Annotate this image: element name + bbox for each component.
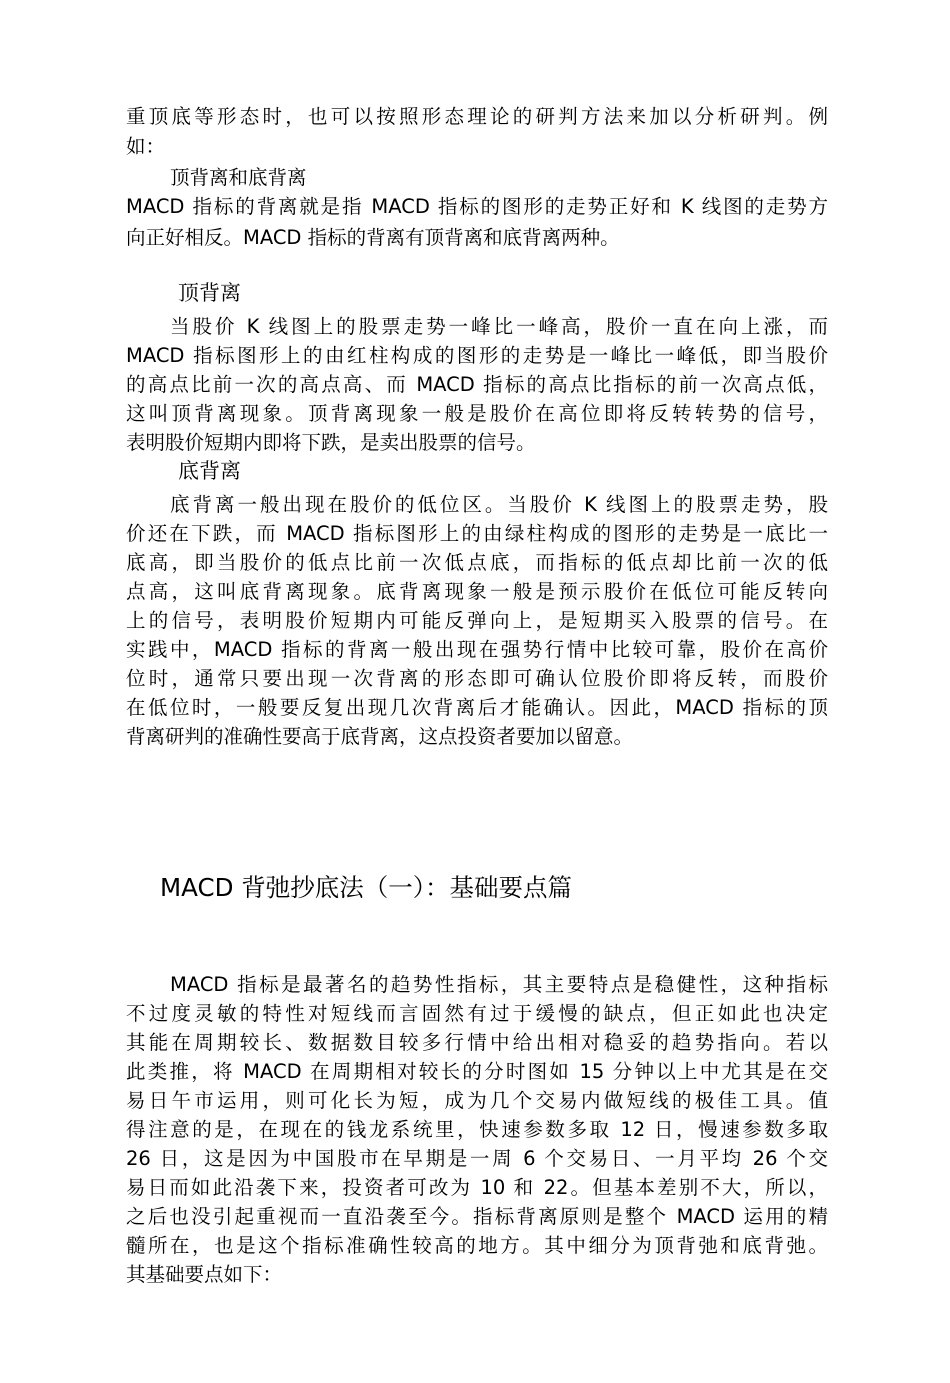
bottom-divergence-line-9: 背离研判的准确性要高于底背离，这点投资者要加以留意。 [126, 725, 634, 748]
bottom-divergence-line-2: 价还在下跌，而 MACD 指标图形上的由绿柱构成的图形的走势是一底比一 [126, 522, 828, 545]
intro-line-1: 重顶底等形态时，也可以按照形态理论的研判方法来加以分析研判。例 [126, 105, 828, 128]
chapter-body-line-8: 易日而如此沿袭下来，投资者可改为 10 和 22。但基本差别不大，所以， [126, 1176, 828, 1199]
definition-line-1: MACD 指标的背离就是指 MACD 指标的图形的走势正好和 K 线图的走势方 [126, 195, 828, 218]
intro-line-2: 如： [126, 135, 166, 158]
chapter-body-line-2: 不过度灵敏的特性对短线而言固然有过于缓慢的缺点，但正如此也决定 [126, 1002, 828, 1025]
bottom-divergence-line-3: 底高，即当股价的低点比前一次低点底，而指标的低点却比前一次的低 [126, 551, 828, 574]
chapter-body-line-11: 其基础要点如下： [126, 1263, 283, 1286]
chapter-body-line-9: 之后也没引起重视而一直沿袭至今。指标背离原则是整个 MACD 运用的精 [126, 1205, 828, 1228]
definition-line-2: 向正好相反。MACD 指标的背离有顶背离和底背离两种。 [126, 226, 620, 249]
bottom-divergence-line-5: 上的信号，表明股价短期内可能反弹向上，是短期买入股票的信号。在 [126, 609, 828, 632]
chapter-body-line-3: 其能在周期较长、数据数目较多行情中给出相对稳妥的趋势指向。若以 [126, 1031, 828, 1054]
bottom-divergence-line-4: 点高，这叫底背离现象。底背离现象一般是预示股价在低位可能反转向 [126, 580, 828, 603]
chapter-body-line-5: 易日午市运用，则可化长为短，成为几个交易内做短线的极佳工具。值 [126, 1089, 828, 1112]
chapter-body-line-6: 得注意的是，在现在的钱龙系统里，快速参数多取 12 日，慢速参数多取 [126, 1118, 828, 1141]
top-divergence-title: 顶背离 [178, 281, 241, 305]
bottom-divergence-line-8: 在低位时，一般要反复出现几次背离后才能确认。因此，MACD 指标的顶 [126, 696, 828, 719]
top-divergence-line-3: 的高点比前一次的高点高、而 MACD 指标的高点比指标的前一次高点低， [126, 373, 828, 396]
section-title: 顶背离和底背离 [170, 166, 307, 189]
chapter-body-line-10: 髓所在，也是这个指标准确性较高的地方。其中细分为顶背弛和底背弛。 [126, 1234, 828, 1257]
bottom-divergence-line-1: 底背离一般出现在股价的低位区。当股价 K 线图上的股票走势，股 [170, 493, 828, 516]
chapter-body-line-7: 26 日，这是因为中国股市在早期是一周 6 个交易日、一月平均 26 个交 [126, 1147, 828, 1170]
top-divergence-line-1: 当股价 K 线图上的股票走势一峰比一峰高，股价一直在向上涨，而 [170, 315, 828, 338]
bottom-divergence-line-7: 位时，通常只要出现一次背离的形态即可确认位股价即将反转，而股价 [126, 667, 828, 690]
chapter-title: MACD 背弛抄底法（一）：基础要点篇 [160, 873, 572, 902]
chapter-body-line-4: 此类推，将 MACD 在周期相对较长的分时图如 15 分钟以上中尤其是在交 [126, 1060, 828, 1083]
chapter-body-line-1: MACD 指标是最著名的趋势性指标，其主要特点是稳健性，这种指标 [170, 973, 828, 996]
top-divergence-line-5: 表明股价短期内即将下跌，是卖出股票的信号。 [126, 431, 536, 454]
top-divergence-line-2: MACD 指标图形上的由红柱构成的图形的走势是一峰比一峰低，即当股价 [126, 344, 828, 367]
bottom-divergence-line-6: 实践中，MACD 指标的背离一般出现在强势行情中比较可靠，股价在高价 [126, 638, 828, 661]
top-divergence-line-4: 这叫顶背离现象。顶背离现象一般是股价在高位即将反转转势的信号， [126, 402, 828, 425]
bottom-divergence-title: 底背离 [178, 459, 241, 483]
